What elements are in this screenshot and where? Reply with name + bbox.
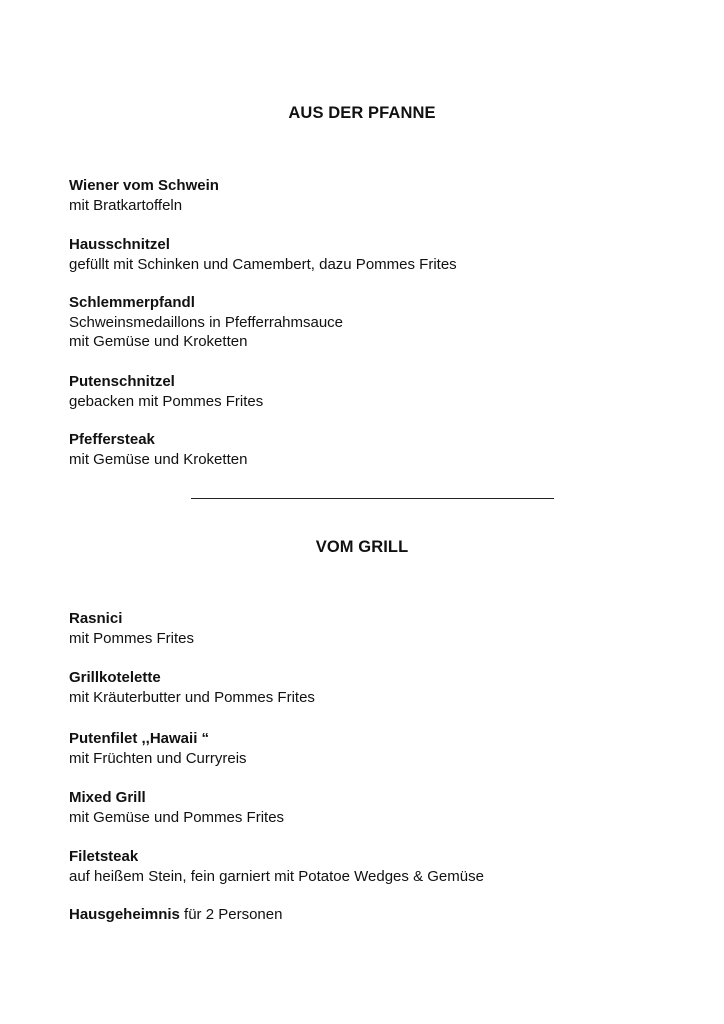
- menu-item-name: Pfeffersteak: [69, 431, 155, 448]
- menu-item-name: Schlemmerpfandl: [69, 294, 195, 311]
- menu-item-name: Filetsteak: [69, 848, 139, 865]
- menu-item-desc: auf heißem Stein, fein garniert mit Potatoe Wedges & Gemüse: [69, 867, 484, 885]
- menu-item-name: Putenschnitzel: [69, 373, 175, 390]
- menu-item: [69, 729, 689, 768]
- menu-item: [69, 668, 689, 707]
- menu-item-name: Hausschnitzel: [69, 236, 170, 253]
- menu-item: [69, 847, 689, 886]
- menu-item: [69, 372, 689, 411]
- menu-item: [69, 235, 689, 274]
- section-divider: [191, 498, 554, 499]
- menu-item: [69, 293, 689, 352]
- section-heading-grill: VOM GRILL: [315, 538, 409, 556]
- menu-item-desc: mit Bratkartoffeln: [69, 196, 183, 214]
- menu-item: [69, 176, 689, 215]
- menu-item-name: Grillkotelette: [69, 669, 161, 686]
- menu-item-name: Wiener vom Schwein: [69, 177, 219, 194]
- menu-item-desc: mit Gemüse und Pommes Frites: [69, 808, 285, 826]
- menu-item-name: Rasnici: [69, 610, 123, 627]
- menu-item-desc: mit Gemüse und Kroketten: [69, 450, 248, 468]
- menu-item-desc: für 2 Personen: [179, 906, 283, 923]
- menu-item-desc: mit Gemüse und Kroketten: [69, 333, 248, 350]
- menu-item-desc: mit Früchten und Curryreis: [69, 749, 247, 767]
- menu-item-name: Hausgeheimnis: [69, 906, 180, 923]
- menu-item-desc: gebacken mit Pommes Frites: [69, 392, 264, 410]
- menu-item-name: Mixed Grill: [69, 789, 146, 806]
- menu-item-name: Putenfilet ,,Hawaii “: [69, 730, 210, 747]
- menu-item: [69, 788, 689, 827]
- menu-item: [69, 609, 689, 648]
- menu-item-desc: Schweinsmedaillons in Pfefferrahmsauce: [69, 313, 344, 331]
- menu-item-desc: mit Pommes Frites: [69, 629, 195, 647]
- menu-item: [69, 430, 689, 469]
- menu-item-desc: gefüllt mit Schinken und Camembert, dazu Pommes Frites: [69, 255, 457, 273]
- section-heading-pfanne: AUS DER PFANNE: [288, 104, 436, 122]
- menu-item-desc: mit Kräuterbutter und Pommes Frites: [69, 688, 315, 706]
- menu-item: [69, 905, 689, 925]
